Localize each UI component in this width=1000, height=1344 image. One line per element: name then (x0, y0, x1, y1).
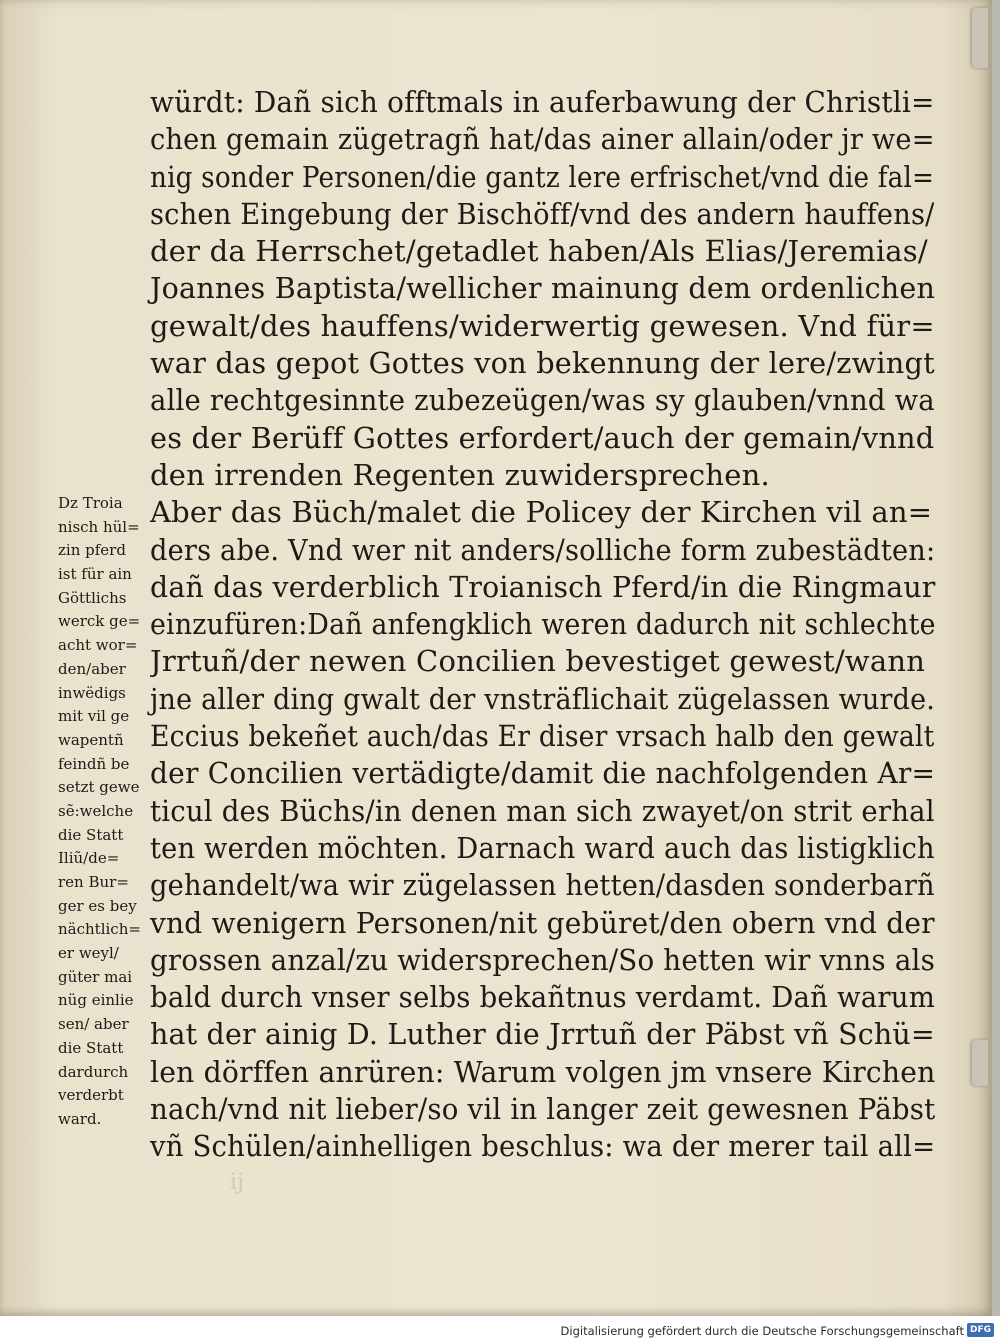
text-line: alle rechtgesinnte zubezeügen/was sy glauben/vnnd wa (150, 383, 935, 418)
margin-note-line: Dz Troia (58, 494, 123, 512)
margin-note-line: er weyl/ (58, 944, 119, 963)
text-line: hat der ainig D. Luther die Jrrtuñ der Päbst vñ Schü= (150, 1017, 935, 1052)
margin-note-line: ren Bur= (58, 873, 129, 891)
text-line: grossen anzal/zu widersprechen/So hetten wir vnns als (150, 942, 935, 977)
margin-note-line: nisch hül= (58, 517, 140, 536)
margin-note-line: güter mai (58, 967, 133, 986)
text-line: gehandelt/wa wir zügelassen hetten/dasden sonderbarñ (150, 868, 935, 903)
margin-note-line: dardurch (58, 1062, 129, 1081)
text-line: ders abe. Vnd wer nit anders/solliche form zubestädten: (150, 532, 936, 567)
text-line: den irrenden Regenten zuwidersprechen. (150, 457, 770, 492)
text-line: Aber das Büch/malet die Policey der Kirchen vil an= (150, 495, 933, 530)
text-line: ticul des Büchs/in denen man sich zwayet/on strit erhal (150, 793, 935, 828)
margin-note-line: ward. (58, 1109, 102, 1128)
text-line: war das gepot Gottes von bekennung der lere/zwingt (150, 346, 935, 381)
margin-note-line: ger es bey (58, 896, 137, 915)
margin-note-line: sen/ aber (58, 1015, 129, 1034)
marginal-note (58, 492, 154, 1132)
text-line: ten werden möchten. Darnach ward auch das listigklich (150, 830, 935, 865)
text-line: dañ das verderblich Troianisch Pferd/in die Ringmaur (150, 569, 936, 604)
margin-note-line: die Statt (58, 1038, 124, 1057)
margin-note-line: verderbt (58, 1086, 124, 1105)
margin-note-line: Göttlichs (58, 588, 127, 607)
funding-credit: Digitalisierung gefördert durch die Deutsche Forschungsgemeinschaft (560, 1324, 964, 1338)
margin-note-line: wapentñ (58, 730, 124, 749)
margin-note-line: werck ge= (58, 612, 141, 631)
main-text-block (150, 84, 940, 1166)
text-line: Eccius bekeñet auch/das Er diser vrsach halb den gewalt (150, 719, 935, 754)
margin-note-line: zin pferd (58, 541, 126, 560)
text-line: Jrrtuñ/der newen Concilien bevestiget gewest/wann (150, 644, 926, 679)
text-line: schen Eingebung der Bischöff/vnd des andern hauffens/ (150, 196, 935, 231)
text-line: gewalt/des hauffens/widerwertig gewesen. Vnd für= (150, 308, 935, 343)
text-line: Joannes Baptista/wellicher mainung dem ordenlichen (150, 271, 936, 306)
footer-bar (0, 1316, 1000, 1344)
text-line: vñ Schülen/ainhelligen beschlus: wa der merer tail all= (150, 1129, 936, 1164)
text-line: nig sonder Personen/die gantz lere erfrischet/vnd die fal= (150, 159, 935, 194)
margin-note-line: mit vil ge (58, 707, 130, 726)
margin-note-line: die Statt (58, 825, 124, 844)
margin-note-line: nächtlich= (58, 920, 141, 939)
margin-note-line: Iliũ/de= (58, 849, 120, 868)
text-line: bald durch vnser selbs bekañtnus verdamt. Dañ warum (150, 980, 936, 1015)
margin-note-line: inwëdigs (58, 683, 126, 702)
text-line: der da Herrschet/getadlet haben/Als Elias/Jeremias/ (150, 234, 928, 269)
dfg-logo: DFG (967, 1323, 994, 1337)
page-clip-bottom (972, 1040, 988, 1086)
show-through-marking: ij (230, 1170, 244, 1195)
text-line: nach/vnd nit lieber/so vil in langer zeit gewesnen Päbst (150, 1092, 936, 1127)
text-line: einzufüren:Dañ anfengklich weren dadurch nit schlechte (150, 607, 936, 642)
margin-note-line: setzt gewe (58, 778, 140, 797)
text-line: es der Berüff Gottes erfordert/auch der gemain/vnnd (150, 420, 935, 455)
margin-note-line: ist für ain (58, 565, 132, 584)
text-line: chen gemain zügetragñ hat/das ainer allain/oder jr we= (150, 122, 935, 157)
text-line: jne aller ding gwalt der vnsträflichait zügelassen wurde. (150, 681, 936, 716)
page-clip-top (972, 8, 988, 68)
margin-note-line: sẽ:welche (58, 801, 134, 820)
margin-note-line: acht wor= (58, 636, 138, 655)
text-line: vnd wenigern Personen/nit gebüret/den obern vnd der (150, 905, 935, 940)
margin-note-line: feindñ be (58, 754, 130, 773)
margin-note-line: den/aber (58, 659, 126, 678)
text-line: der Concilien vertädigte/damit die nachfolgenden Ar= (150, 756, 936, 791)
text-line: len dörffen anrüren: Warum volgen jm vnsere Kirchen (150, 1054, 936, 1089)
margin-note-line: nüg einlie (58, 991, 134, 1010)
text-line: würdt: Dañ sich offtmals in auferbawung der Christli= (150, 85, 935, 119)
